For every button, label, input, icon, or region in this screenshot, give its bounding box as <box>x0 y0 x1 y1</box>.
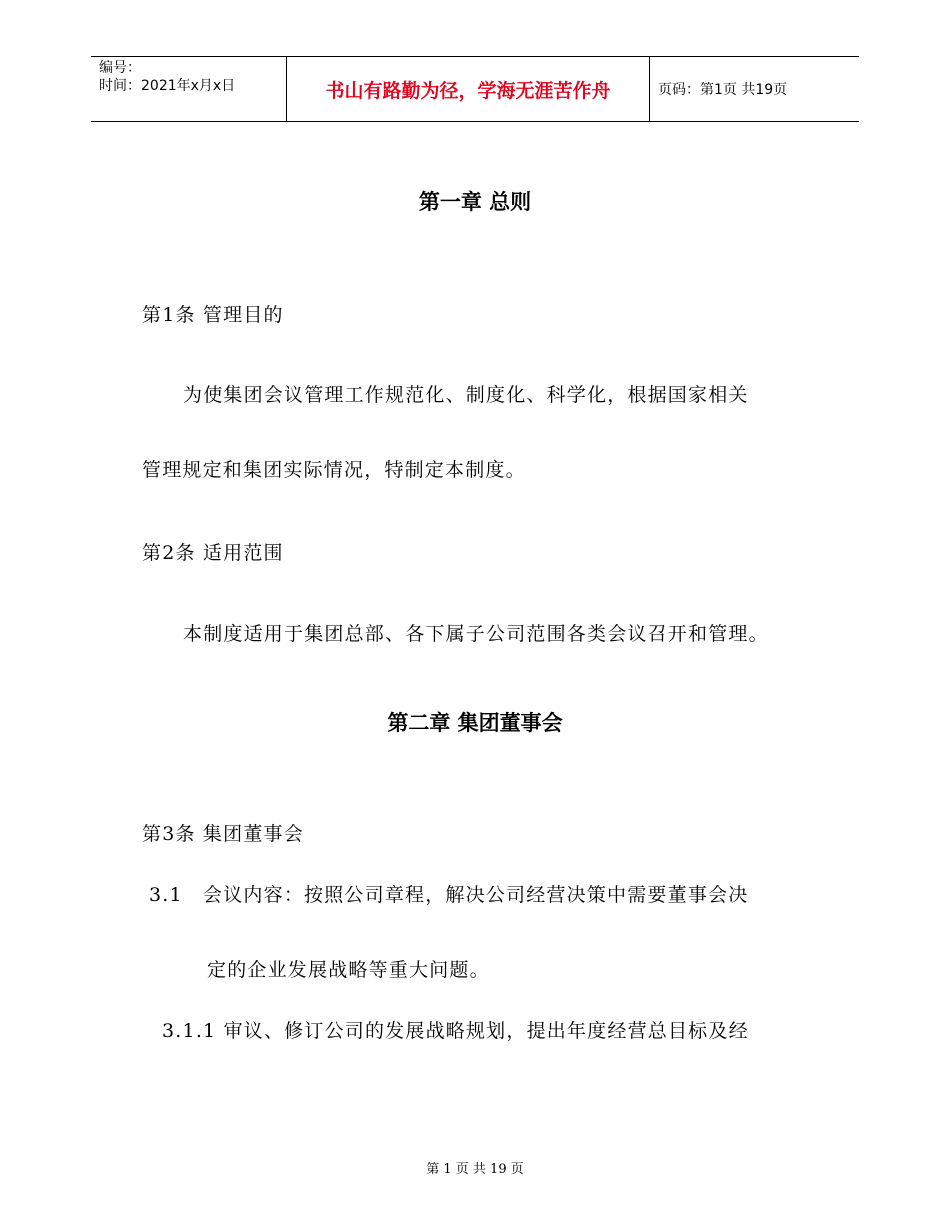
number-label: 编号： <box>99 60 141 76</box>
time-label: 时间：2021年x月x日 <box>99 78 236 94</box>
article-1-paragraph-line-2: 管理规定和集团实际情况，特制定本制度。 <box>142 459 526 481</box>
document-header <box>91 56 859 122</box>
header-meta-cell <box>91 57 287 121</box>
page-footer: 第 1 页 共 19 页 <box>426 1162 524 1177</box>
article-3-title: 第3条 集团董事会 <box>142 823 304 845</box>
article-1-title: 第1条 管理目的 <box>142 304 284 326</box>
chapter-1-title: 第一章 总则 <box>418 190 532 214</box>
section-3-1-line-2: 定的企业发展战略等重大问题。 <box>207 959 490 981</box>
chapter-2-title: 第二章 集团董事会 <box>387 711 563 735</box>
header-motto: 书山有路勤为径，学海无涯苦作舟 <box>287 57 650 121</box>
section-3-1-line-1: 3.1 会议内容：按照公司章程，解决公司经营决策中需要董事会决 <box>149 884 749 906</box>
section-3-1-1-line-1: 3.1.1 审议、修订公司的发展战略规划，提出年度经营总目标及经 <box>162 1020 749 1042</box>
article-1-paragraph-line-1: 为使集团会议管理工作规范化、制度化、科学化，根据国家相关 <box>183 384 749 406</box>
header-page-info: 页码：第1页 共19页 <box>658 82 788 98</box>
article-2-title: 第2条 适用范围 <box>142 542 284 564</box>
article-2-paragraph: 本制度适用于集团总部、各下属子公司范围各类会议召开和管理。 <box>183 623 769 645</box>
